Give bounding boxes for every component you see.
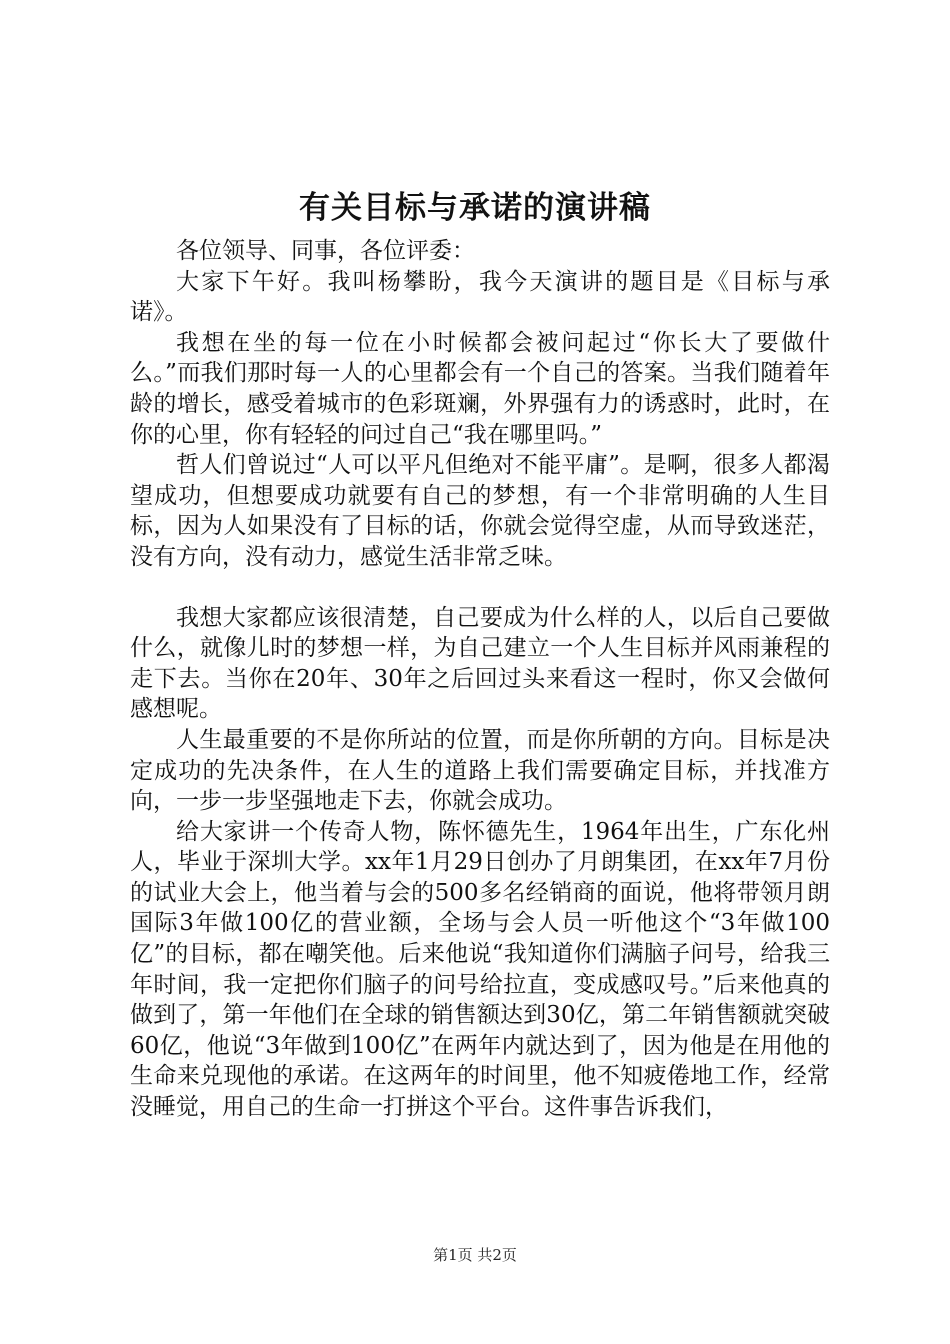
paragraph-direction: 人生最重要的不是你所站的位置，而是你所朝的方向。目标是决定成功的先决条件，在人生的道路上我们需要确定目标，并找准方向，一步一步坚强地走下去，你就会成功。 [130, 726, 830, 815]
paragraph-life-goal: 我想大家都应该很清楚，自己要成为什么样的人，以后自己要做什么，就像儿时的梦想一样，为自己建立一个人生目标并风雨兼程的走下去。当你在20年、30年之后回过头来看这一程时，你又会做何感想呢。 [130, 604, 830, 723]
paragraph-salutation: 各位领导、同事，各位评委： [176, 238, 475, 264]
document-body [130, 236, 830, 1123]
document-title: 有关目标与承诺的演讲稿 [299, 190, 651, 226]
paragraph-greeting: 大家下午好。我叫杨攀盼，我今天演讲的题目是《目标与承诺》。 [130, 268, 830, 326]
page-footer: 第1页 共2页 [433, 1246, 517, 1264]
paragraph-childhood-question: 我想在坐的每一位在小时候都会被问起过“你长大了要做什么。”而我们那时每一人的心里都会有一个自己的答案。当我们随着年龄的增长，感受着城市的色彩斑斓，外界强有力的诱惑时，此时，在你的心里，你有轻轻的问过自己“我在哪里吗。” [130, 329, 830, 448]
paragraph-story: 给大家讲一个传奇人物，陈怀德先生，1964年出生，广东化州人，毕业于深圳大学。xx年1月29日创办了月朗集团，在xx年7月份的试业大会上，他当着与会的500多名经销商的面说，他将带领月朗国际3年做100亿的营业额，全场与会人员一听他这个“3年做100亿”的目标，都在嘲笑他。后来他说“我知道你们满脑子问号，给我三年时间，我一定把你们脑子的问号给拉直，变成感叹号。”后来他真的做到了，第一年他们在全球的销售额达到30亿，第二年销售额就突破60亿，他说“3年做到100亿”在两年内就达到了，因为他是在用他的生命来兑现他的承诺。在这两年的时间里，他不知疲倦地工作，经常没睡觉，用自己的生命一打拼这个平台。这件事告诉我们， [130, 818, 830, 1121]
paragraph-philosopher-quote: 哲人们曾说过“人可以平凡但绝对不能平庸”。是啊，很多人都渴望成功，但想要成功就要有自己的梦想，有一个非常明确的人生目标，因为人如果没有了目标的话，你就会觉得空虚，从而导致迷茫，没有方向，没有动力，感觉生活非常乏味。 [130, 452, 830, 570]
